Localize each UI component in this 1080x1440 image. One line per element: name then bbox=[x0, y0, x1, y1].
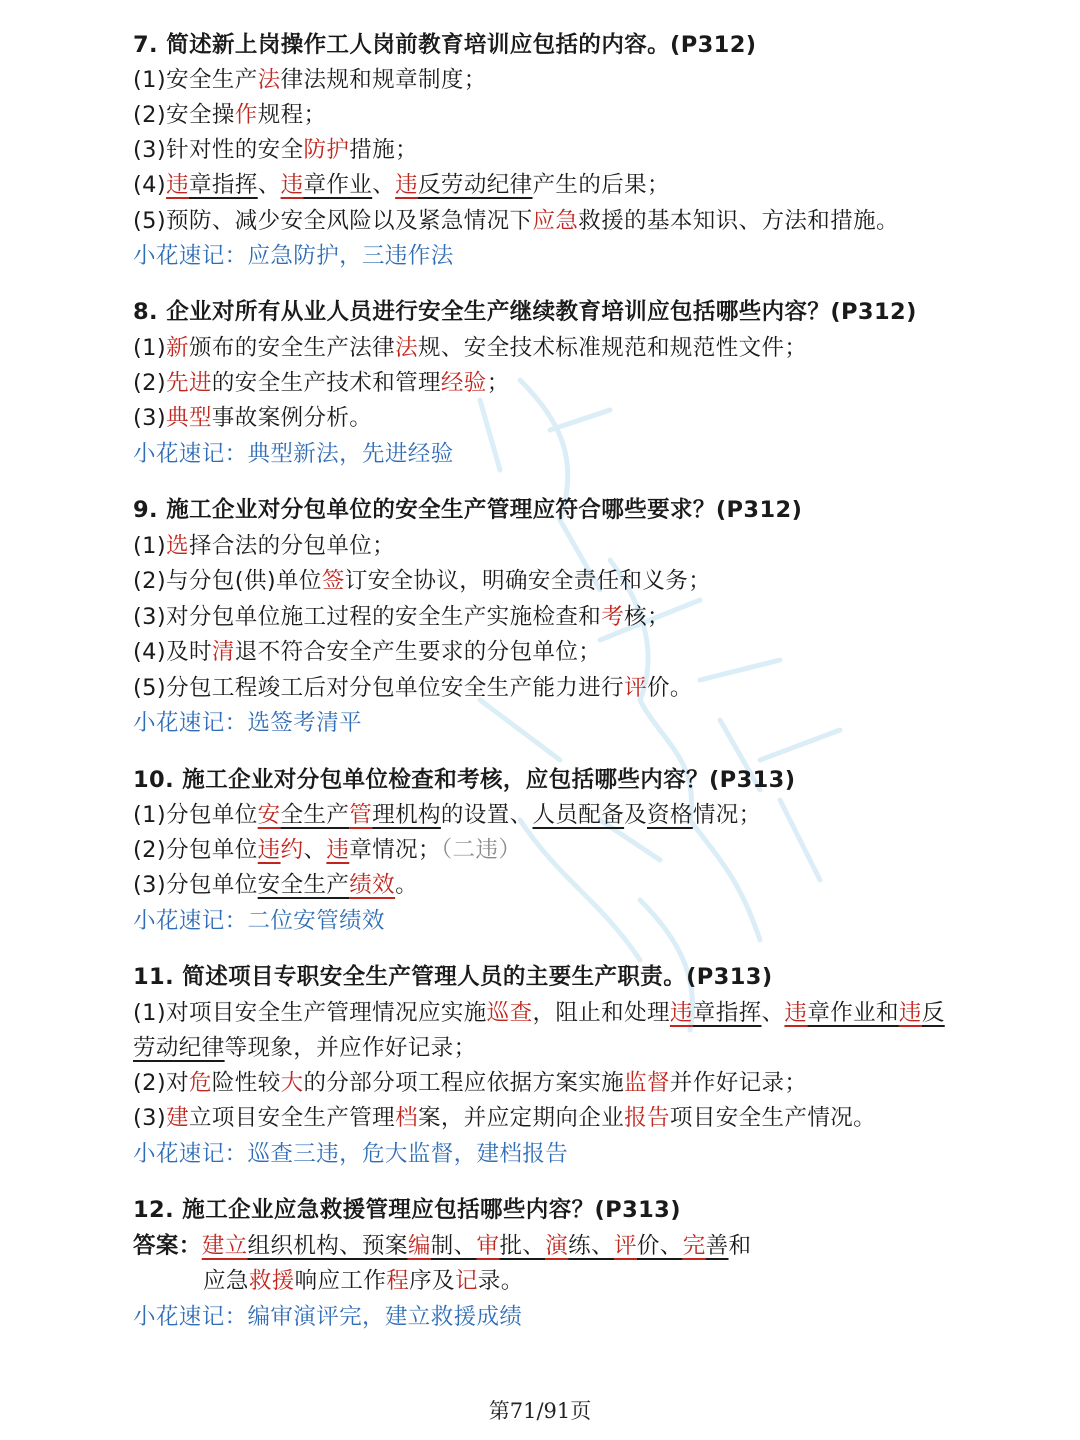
answer-line bbox=[203, 1263, 1040, 1299]
text-segment: 反 bbox=[921, 1000, 945, 1026]
text-segment: 及 bbox=[624, 802, 648, 828]
text-segment: 12. 施工企业应急救援管理应包括哪些内容？(P313) bbox=[133, 1197, 681, 1223]
text-segment: 编 bbox=[407, 1233, 431, 1259]
question-heading bbox=[133, 959, 1040, 995]
text-segment: 等现象，并应作好记录； bbox=[224, 1035, 477, 1061]
text-segment: (2)与分包(供)单位 bbox=[133, 568, 322, 594]
text-segment: 劳动纪律 bbox=[133, 1035, 225, 1061]
text-segment: (2)分包单位 bbox=[133, 837, 258, 863]
text-segment: (5)分包工程竣工后对分包单位安全生产能力进行 bbox=[133, 675, 625, 701]
text-segment: （二违） bbox=[440, 837, 522, 863]
text-segment: 人员配备 bbox=[532, 802, 625, 828]
text-segment: 演 bbox=[545, 1233, 569, 1259]
answer-line bbox=[133, 167, 1040, 203]
text-segment: 违 bbox=[280, 172, 304, 198]
text-segment: 价、 bbox=[636, 1233, 683, 1259]
text-segment: 善 bbox=[705, 1233, 729, 1259]
answer-line bbox=[133, 97, 1040, 133]
memo-line bbox=[133, 705, 1040, 741]
text-segment: 防护 bbox=[303, 137, 350, 163]
text-segment: 章作业 bbox=[303, 172, 373, 198]
text-segment: 8. 企业对所有从业人员进行安全生产继续教育培训应包括哪些内容？(P312) bbox=[133, 299, 917, 325]
text-segment: 、 bbox=[257, 172, 281, 198]
text-segment: 择合法的分包单位； bbox=[188, 533, 396, 559]
text-segment: 安 bbox=[257, 802, 281, 828]
text-segment: 绩效 bbox=[349, 872, 396, 898]
question-heading bbox=[133, 27, 1040, 63]
text-segment: 典型 bbox=[166, 405, 212, 431]
answer-line bbox=[133, 563, 1040, 599]
text-segment: 违 bbox=[898, 1000, 922, 1026]
text-segment: (1)对项目安全生产管理情况应实施 bbox=[133, 1000, 487, 1026]
text-segment: 批、 bbox=[499, 1233, 546, 1259]
text-segment: (3) bbox=[133, 1105, 167, 1131]
text-segment: 评 bbox=[613, 1233, 637, 1259]
text-segment: 约 bbox=[280, 837, 304, 863]
text-segment: 章作业和 bbox=[807, 1000, 899, 1026]
text-segment: 价。 bbox=[646, 675, 693, 701]
text-segment: 违 bbox=[784, 1000, 808, 1026]
text-segment: 违 bbox=[395, 172, 419, 198]
text-segment: 小花速记：巡查三违，危大监督，建档报告 bbox=[133, 1141, 569, 1167]
text-segment: 先进 bbox=[166, 370, 212, 396]
text-segment: 完 bbox=[682, 1233, 706, 1259]
text-segment: 并作好记录； bbox=[669, 1070, 808, 1096]
text-segment: 。 bbox=[395, 872, 418, 898]
text-segment: 反劳动纪律 bbox=[418, 172, 533, 198]
text-segment: 核； bbox=[624, 604, 670, 630]
text-segment: 违 bbox=[669, 1000, 693, 1026]
text-segment: 评 bbox=[624, 675, 647, 701]
text-segment: 的安全生产技术和管理 bbox=[211, 370, 441, 396]
text-segment: ； bbox=[486, 370, 510, 396]
text-segment: 组织机构、预案 bbox=[247, 1233, 408, 1259]
answer-line bbox=[133, 599, 1040, 635]
text-segment: 应急 bbox=[532, 208, 579, 234]
text-segment: 管 bbox=[349, 802, 373, 828]
text-segment: 签 bbox=[321, 568, 345, 594]
text-segment: 小花速记：应急防护，三违作法 bbox=[133, 243, 454, 269]
text-segment: 考 bbox=[601, 604, 625, 630]
answer-line bbox=[133, 634, 1040, 670]
text-segment: 事故案例分析。 bbox=[211, 405, 373, 431]
text-segment: 建 bbox=[166, 1105, 189, 1131]
answer-line bbox=[133, 867, 1040, 903]
text-segment: 审 bbox=[476, 1233, 500, 1259]
text-segment: 产生的后果； bbox=[532, 172, 670, 198]
text-segment: 章指挥 bbox=[188, 172, 258, 198]
text-segment: 报告 bbox=[624, 1105, 670, 1131]
text-segment: 违 bbox=[257, 837, 281, 863]
text-segment: 小花速记：选签考清平 bbox=[133, 710, 363, 736]
answer-line bbox=[133, 1030, 1040, 1066]
answer-line bbox=[133, 365, 1040, 401]
text-segment: 9. 施工企业对分包单位的安全生产管理应符合哪些要求？(P312) bbox=[133, 497, 803, 523]
text-segment: 10. 施工企业对分包单位检查和考核，应包括哪些内容？(P313) bbox=[133, 767, 796, 793]
text-segment: 违 bbox=[166, 172, 189, 198]
text-segment: 情况； bbox=[692, 802, 762, 828]
answer-line bbox=[133, 797, 1040, 833]
answer-line bbox=[133, 1065, 1040, 1101]
memo-line bbox=[133, 238, 1040, 274]
text-segment: 安全生产 bbox=[257, 872, 350, 898]
text-segment: 的分部分项工程应依据方案实施 bbox=[303, 1070, 625, 1096]
question-heading bbox=[133, 294, 1040, 330]
text-segment: 大 bbox=[280, 1070, 304, 1096]
text-segment: 订安全协议，明确安全责任和义务； bbox=[344, 568, 712, 594]
text-segment: 答案： bbox=[133, 1233, 202, 1259]
question-heading bbox=[133, 762, 1040, 798]
page-number: 第71/91页 bbox=[488, 1399, 592, 1423]
question-heading bbox=[133, 1192, 1040, 1228]
text-segment: 录。 bbox=[477, 1268, 524, 1294]
text-segment: 序及 bbox=[409, 1268, 455, 1294]
text-segment: 小花速记：典型新法，先进经验 bbox=[133, 441, 454, 467]
text-segment: 练、 bbox=[568, 1233, 614, 1259]
text-segment: (2)安全操 bbox=[133, 102, 235, 128]
text-segment: (3)分包单位 bbox=[133, 872, 258, 898]
text-segment: 7. 简述新上岗操作工人岗前教育培训应包括的内容。(P312) bbox=[133, 32, 757, 58]
answer-line bbox=[133, 132, 1040, 168]
text-segment: 监督 bbox=[624, 1070, 670, 1096]
text-segment: (3)针对性的安全 bbox=[133, 137, 304, 163]
text-segment: (4) bbox=[133, 172, 167, 198]
text-segment: (4)及时 bbox=[133, 639, 212, 665]
text-segment: 和 bbox=[728, 1233, 752, 1259]
text-segment: (1) bbox=[133, 335, 167, 361]
text-segment: 小花速记：二位安管绩效 bbox=[133, 908, 385, 934]
text-segment: (2) bbox=[133, 370, 167, 396]
text-segment: 律法规和规章制度； bbox=[280, 67, 487, 93]
text-segment: 救援的基本知识、方法和措施。 bbox=[578, 208, 899, 234]
answer-line bbox=[133, 203, 1040, 239]
text-segment: 程 bbox=[386, 1268, 410, 1294]
text-segment: 清 bbox=[211, 639, 235, 665]
text-segment: 救援 bbox=[248, 1268, 295, 1294]
text-segment: 章指挥 bbox=[692, 1000, 762, 1026]
answer-line bbox=[133, 670, 1040, 706]
answer-line bbox=[133, 1228, 1040, 1264]
memo-line bbox=[133, 1136, 1040, 1172]
answer-line bbox=[133, 832, 1040, 868]
text-segment: (1)分包单位 bbox=[133, 802, 258, 828]
text-segment: (3) bbox=[133, 405, 167, 431]
text-segment: 险性较 bbox=[211, 1070, 281, 1096]
text-segment: 新 bbox=[166, 335, 189, 361]
text-segment: 、 bbox=[372, 172, 396, 198]
text-segment: 应急 bbox=[203, 1268, 249, 1294]
text-segment: 理机构 bbox=[372, 802, 441, 828]
question-heading bbox=[133, 492, 1040, 528]
text-segment: 颁布的安全生产法律 bbox=[188, 335, 396, 361]
text-segment: 全生产 bbox=[280, 802, 350, 828]
answer-line bbox=[133, 330, 1040, 366]
text-segment: 、 bbox=[303, 837, 327, 863]
memo-line bbox=[133, 903, 1040, 939]
text-segment: (2)对 bbox=[133, 1070, 189, 1096]
text-segment: 经验 bbox=[440, 370, 487, 396]
text-segment: 记 bbox=[454, 1268, 478, 1294]
text-segment: 制、 bbox=[430, 1233, 477, 1259]
text-segment: 立项目安全生产管理 bbox=[188, 1105, 396, 1131]
text-segment: 作 bbox=[234, 102, 258, 128]
text-segment: 档 bbox=[395, 1105, 418, 1131]
text-segment: 的设置、 bbox=[440, 802, 533, 828]
text-segment: 建立 bbox=[201, 1233, 248, 1259]
text-segment: 小花速记：编审演评完，建立救援成绩 bbox=[133, 1304, 523, 1330]
text-segment: (3)对分包单位施工过程的安全生产实施检查和 bbox=[133, 604, 602, 630]
text-segment: ，阻止和处理 bbox=[532, 1000, 670, 1026]
text-segment: 措施； bbox=[349, 137, 418, 163]
text-segment: 法 bbox=[257, 67, 281, 93]
answer-line bbox=[133, 62, 1040, 98]
text-segment: 违 bbox=[326, 837, 350, 863]
text-segment: 、 bbox=[761, 1000, 785, 1026]
text-segment: 选 bbox=[166, 533, 189, 559]
memo-line bbox=[133, 1299, 1040, 1335]
text-segment: 资格 bbox=[647, 802, 693, 828]
text-segment: 项目安全生产情况。 bbox=[669, 1105, 877, 1131]
answer-line bbox=[133, 528, 1040, 564]
text-segment: (1)安全生产 bbox=[133, 67, 258, 93]
text-segment: 退不符合安全产生要求的分包单位； bbox=[234, 639, 602, 665]
answer-line bbox=[133, 1100, 1040, 1136]
memo-line bbox=[133, 436, 1040, 472]
text-segment: 巡查 bbox=[486, 1000, 533, 1026]
text-segment: 规、安全技术标准规范和规范性文件； bbox=[418, 335, 808, 361]
text-segment: (5)预防、减少安全风险以及紧急情况下 bbox=[133, 208, 533, 234]
text-segment: 危 bbox=[188, 1070, 212, 1096]
text-segment: 规程； bbox=[257, 102, 327, 128]
text-segment: 案，并应定期向企业 bbox=[418, 1105, 625, 1131]
text-segment: 11. 简述项目专职安全生产管理人员的主要生产职责。(P313) bbox=[133, 964, 773, 990]
text-segment: 响应工作 bbox=[294, 1268, 387, 1294]
text-segment: 法 bbox=[395, 335, 418, 361]
answer-line bbox=[133, 995, 1040, 1031]
text-segment: 章情况； bbox=[349, 837, 441, 863]
answer-line bbox=[133, 400, 1040, 436]
text-segment: (1) bbox=[133, 533, 167, 559]
